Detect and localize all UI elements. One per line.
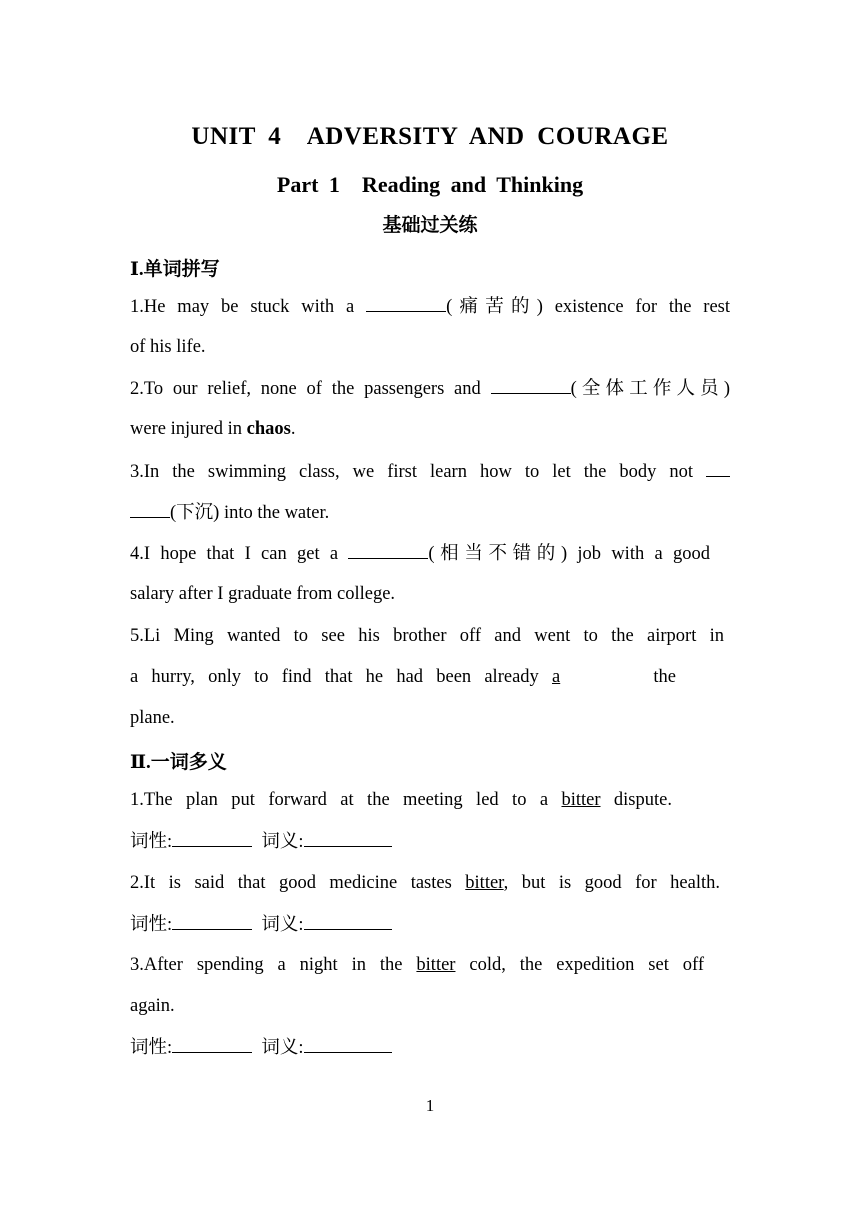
answer-line-3 (130, 1035, 730, 1060)
q1-text-end: (痛苦的) existence for the rest (446, 297, 731, 317)
q2-hint: (全体工作人员) (570, 379, 731, 399)
q4-text-start: 4.I hope that I can get a (130, 544, 339, 564)
question-2-line-1 (130, 376, 730, 401)
meaning-label: 词义: (261, 1038, 304, 1058)
s1-target-word: bitter (561, 790, 601, 810)
q3-text-start: 3.In the swimming class, we first learn how to let the body not (130, 462, 693, 482)
pos-label: 词性: (130, 832, 173, 852)
question-5-line-2 (130, 665, 676, 689)
sentence-3-cont: again. (130, 996, 175, 1016)
q5-first-letter: a (552, 667, 561, 687)
section-heading-polysemy: Ⅱ.一词多义 (130, 752, 227, 773)
q1-answer-blank[interactable] (366, 294, 446, 312)
meaning-label: 词义: (261, 915, 304, 935)
sentence-3 (130, 953, 704, 977)
page-number: 1 (425, 1096, 435, 1115)
s3-text-start: 3.After spending a night in the (130, 955, 403, 975)
q4-text-end: (相当不错的) job with a good (428, 544, 710, 564)
s2-text-end: , but is good for health. (503, 873, 720, 893)
s1-pos-blank[interactable] (172, 829, 252, 847)
answer-line-1 (130, 829, 730, 854)
q2-keyword: chaos (246, 419, 291, 439)
s1-meaning-blank[interactable] (304, 829, 392, 847)
s1-text-end: dispute. (613, 790, 672, 810)
question-1-line-1 (130, 294, 730, 319)
s3-text-end: cold, the expedition set off (469, 955, 704, 975)
question-2-line-2 (130, 417, 730, 441)
s3-target-word: bitter (416, 955, 456, 975)
s2-text-start: 2.It is said that good medicine tastes (130, 873, 452, 893)
question-5-line-1: 5.Li Ming wanted to see his brother off and went to the airport in (130, 626, 724, 646)
s1-text-start: 1.The plan put forward at the meeting led to a (130, 790, 549, 810)
q3-text-end: (下沉) into the water. (170, 503, 330, 523)
question-1-line-2: of his life. (130, 337, 206, 357)
q5-text-end: the (653, 667, 677, 687)
meaning-label: 词义: (261, 832, 304, 852)
answer-line-2 (130, 912, 730, 937)
s2-pos-blank[interactable] (172, 912, 252, 930)
unit-title: UNIT 4 ADVERSITY AND COURAGE (191, 123, 669, 150)
question-5-line-3: plane. (130, 708, 175, 728)
s2-meaning-blank[interactable] (304, 912, 392, 930)
question-3-line-2 (130, 500, 730, 525)
pos-label: 词性: (130, 915, 173, 935)
question-4-line-1 (130, 541, 710, 566)
section-heading-spelling: Ⅰ.单词拼写 (130, 259, 220, 280)
q2-text-start: 2.To our relief, none of the passengers and (130, 379, 481, 399)
s3-meaning-blank[interactable] (304, 1035, 392, 1053)
q4-answer-blank[interactable] (348, 541, 428, 559)
question-3-line-1 (130, 459, 730, 484)
s2-target-word: bitter (465, 873, 504, 893)
part-subtitle: Part 1 Reading and Thinking (276, 172, 584, 197)
q5-text-start: a hurry, only to find that he had been already (130, 667, 539, 687)
q2-period: . (290, 419, 296, 439)
q2-answer-blank[interactable] (491, 376, 571, 394)
q5-answer-blank[interactable] (552, 667, 640, 687)
q3-answer-blank-part2[interactable] (130, 500, 170, 518)
q3-answer-blank-part1[interactable] (706, 459, 730, 477)
question-4-line-2: salary after I graduate from college. (130, 584, 396, 604)
sentence-2 (130, 871, 720, 895)
pos-label: 词性: (130, 1038, 173, 1058)
sentence-1 (130, 788, 672, 812)
s3-pos-blank[interactable] (172, 1035, 252, 1053)
q1-text-start: 1.He may be stuck with a (130, 297, 355, 317)
exercise-subheading: 基础过关练 (382, 215, 478, 236)
q2-text-cont: were injured in (130, 419, 242, 439)
